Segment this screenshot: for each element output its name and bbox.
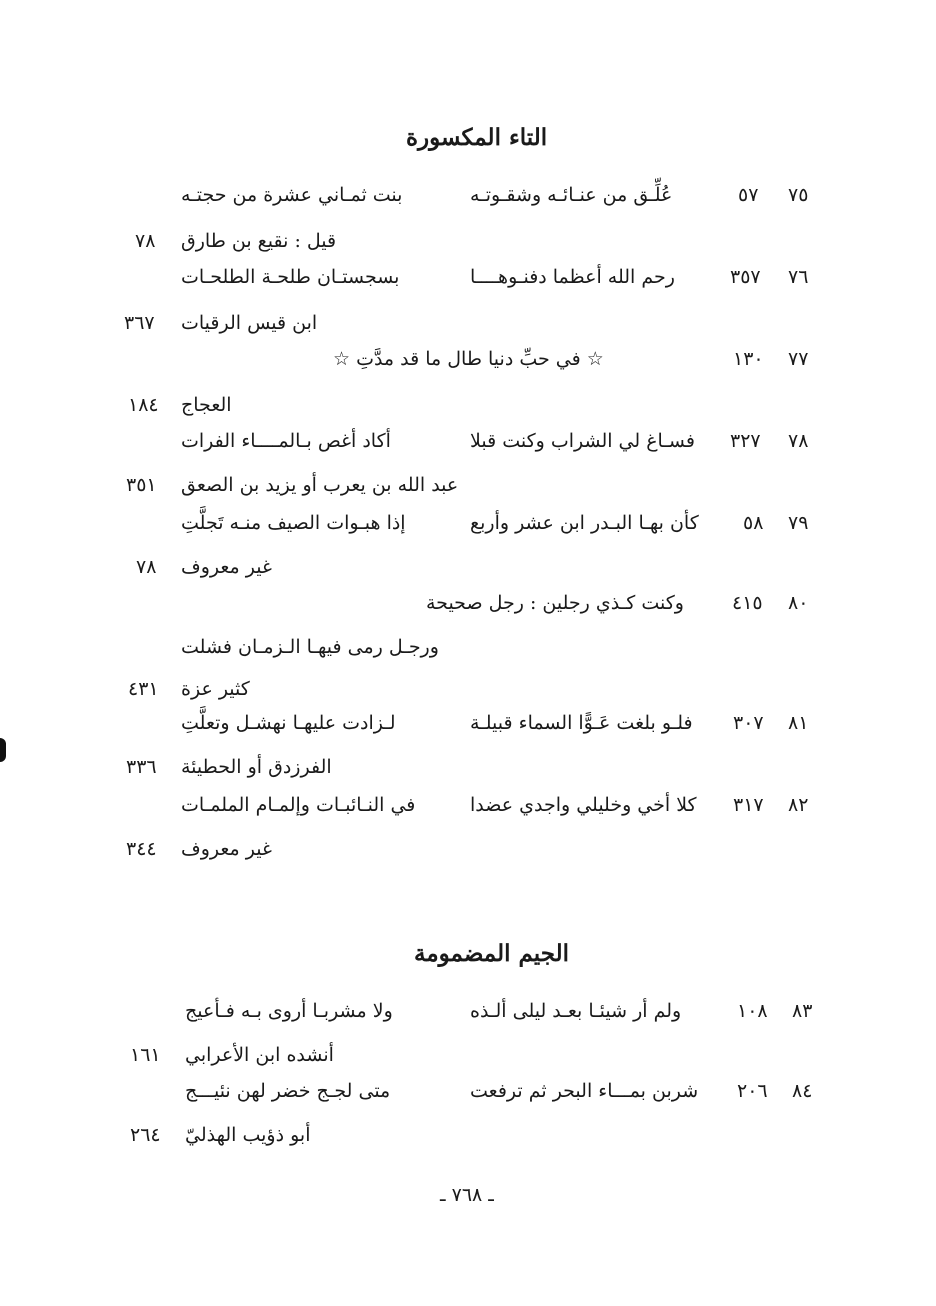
entry-number: ٨٢ <box>788 794 809 816</box>
entry-number: ٧٥ <box>788 184 809 206</box>
page-reference: ٤١٥ <box>732 592 763 614</box>
attribution: أنشده ابن الأعرابي <box>185 1044 334 1066</box>
entry-number: ٧٨ <box>788 430 809 452</box>
page-reference: ٣٢٧ <box>730 430 761 452</box>
hemistich-second: إذا هبـوات الصيف منـه تَجلَّتِ <box>181 512 406 534</box>
attribution: عبد الله بن يعرب أو يزيد بن الصعق <box>181 474 459 496</box>
attribution-page: ٣٣٦ <box>126 756 157 778</box>
hemistich-first: رحم الله أعظما دفنـوهــــا <box>470 266 675 288</box>
verse: ☆ في حبِّ دنيا طال ما قد مدَّتِ ☆ <box>333 348 604 370</box>
hemistich-first: شربن بمـــاء البحر ثم ترفعت <box>470 1080 699 1102</box>
page-reference: ١٠٨ <box>737 1000 768 1022</box>
scan-edge-mark <box>0 738 6 762</box>
verse-continued: ورجـل رمى فيهـا الـزمـان فشلت <box>181 636 439 658</box>
attribution-page: ٣٤٤ <box>126 838 157 860</box>
entry-number: ٨١ <box>788 712 809 734</box>
attribution: غير معروف <box>181 838 272 860</box>
page-reference: ٥٨ <box>743 512 764 534</box>
hemistich-second: متى لجـج خضر لهن نئيـــج <box>185 1080 391 1102</box>
hemistich-second: بسجستـان طلحـة الطلحـات <box>181 266 400 288</box>
attribution: أبو ذؤيب الهذليّ <box>185 1124 311 1146</box>
attribution-page: ١٦١ <box>130 1044 161 1066</box>
attribution-page: ٧٨ <box>135 230 156 252</box>
verse: وكنت كـذي رجلين : رجل صحيحة <box>426 592 684 614</box>
hemistich-second: أكاد أغص بـالمــــاء الفرات <box>181 430 391 452</box>
entry-number: ٧٧ <box>788 348 809 370</box>
hemistich-second: ولا مشربـا أروى بـه فـأعيج <box>185 1000 393 1022</box>
attribution: قيل : نقيع بن طارق <box>181 230 337 252</box>
attribution-page: ٧٨ <box>136 556 157 578</box>
entry-number: ٨٤ <box>792 1080 813 1102</box>
hemistich-second: بنت ثمـاني عشرة من حجتـه <box>181 184 403 206</box>
hemistich-second: لـزادت عليهـا نهشـل وتعلَّتِ <box>181 712 396 734</box>
attribution-page: ٣٥١ <box>126 474 157 496</box>
attribution-page: ٢٦٤ <box>130 1124 161 1146</box>
section-heading: الجيم المضمومة <box>414 940 569 967</box>
attribution-page: ١٨٤ <box>128 394 159 416</box>
attribution-page: ٤٣١ <box>128 678 159 700</box>
hemistich-first: كأن بهـا البـدر ابن عشر وأربع <box>470 512 699 534</box>
attribution: الفرزدق أو الحطيئة <box>181 756 332 778</box>
entry-number: ٧٩ <box>788 512 809 534</box>
hemistich-first: ولم أر شيئـا بعـد ليلى ألـذه <box>470 1000 682 1022</box>
attribution-page: ٣٦٧ <box>124 312 155 334</box>
entry-number: ٧٦ <box>788 266 809 288</box>
page-reference: ١٣٠ <box>733 348 764 370</box>
hemistich-first: عُلِّـق من عنـائـه وشقـوتـه <box>470 184 673 206</box>
page-reference: ٣٥٧ <box>730 266 761 288</box>
hemistich-second: في النـائبـات وإلمـام الملمـات <box>181 794 416 816</box>
entry-number: ٨٠ <box>788 592 809 614</box>
page-reference: ٣١٧ <box>733 794 764 816</box>
attribution: كثير عزة <box>181 678 250 700</box>
page-reference: ٣٠٧ <box>733 712 764 734</box>
attribution: غير معروف <box>181 556 272 578</box>
entry-number: ٨٣ <box>792 1000 813 1022</box>
hemistich-first: كلا أخي وخليلي واجدي عضدا <box>470 794 697 816</box>
hemistich-first: فلـو بلغت عَـوًّا السماء قبيلـة <box>470 712 693 734</box>
hemistich-first: فسـاغ لي الشراب وكنت قبلا <box>470 430 695 452</box>
attribution: العجاج <box>181 394 232 416</box>
page-number: ـ ٧٦٨ ـ <box>440 1184 494 1206</box>
page-reference: ٢٠٦ <box>737 1080 768 1102</box>
section-heading: التاء المكسورة <box>406 124 548 151</box>
attribution: ابن قيس الرقيات <box>181 312 318 334</box>
page-reference: ٥٧ <box>738 184 759 206</box>
